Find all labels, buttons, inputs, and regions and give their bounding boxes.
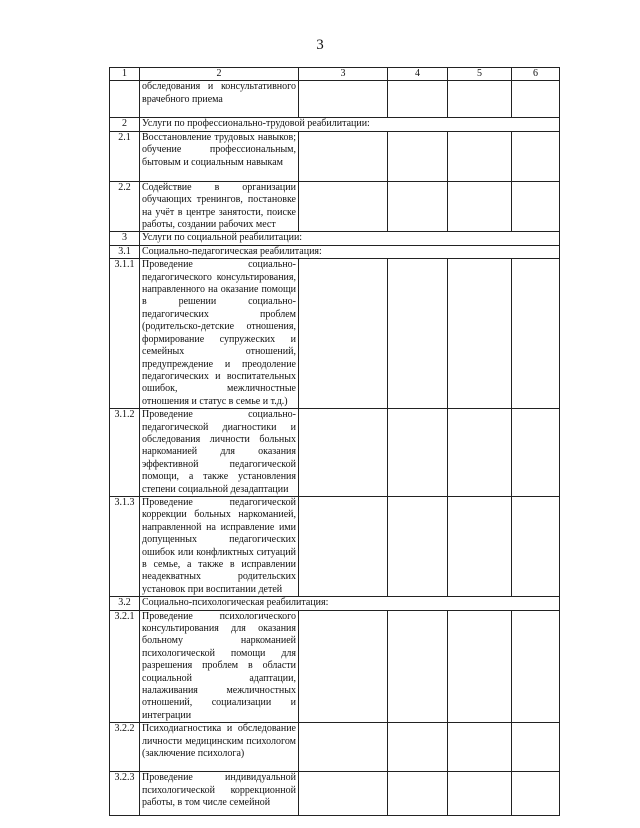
empty-cell <box>448 81 512 118</box>
empty-cell <box>388 181 448 232</box>
empty-cell <box>512 81 560 118</box>
page-number: 3 <box>316 37 324 53</box>
empty-cell <box>512 131 560 181</box>
table-row <box>110 131 560 181</box>
empty-cell <box>448 181 512 232</box>
service-description: Психодиагностика и обследование личности медицинским психологом (заключение психолога) <box>140 723 299 772</box>
empty-cell <box>512 496 560 596</box>
table-row <box>110 772 560 816</box>
row-number: 3.1.1 <box>110 259 140 409</box>
header-cell: 2 <box>140 68 299 81</box>
empty-cell <box>448 772 512 816</box>
section-row <box>110 232 560 245</box>
empty-cell <box>512 181 560 232</box>
row-number: 3.1.3 <box>110 496 140 596</box>
empty-cell <box>299 610 388 723</box>
table-row <box>110 409 560 497</box>
empty-cell <box>388 409 448 497</box>
empty-cell <box>388 259 448 409</box>
header-cell: 6 <box>512 68 560 81</box>
table-row <box>110 181 560 232</box>
section-row <box>110 245 560 258</box>
service-description: Проведение социально-педагогической диагностики и обследования личности больных наркоманией для оказания эффективной педагогической помощи, а также установления степени социальной дезадаптации <box>140 409 299 497</box>
section-title: Услуги по профессионально-трудовой реабилитации: <box>140 118 560 131</box>
section-title: Социально-психологическая реабилитация: <box>140 597 560 610</box>
table-row <box>110 610 560 723</box>
empty-cell <box>299 772 388 816</box>
empty-cell <box>388 723 448 772</box>
empty-cell <box>388 81 448 118</box>
empty-cell <box>448 610 512 723</box>
table-row <box>110 259 560 409</box>
row-number: 2.1 <box>110 131 140 181</box>
row-number: 3.2.2 <box>110 723 140 772</box>
section-title: Услуги по социальной реабилитации: <box>140 232 560 245</box>
service-description: Проведение индивидуальной психологической коррекционной работы, в том числе семейной <box>140 772 299 816</box>
service-description: Проведение педагогической коррекции больных наркоманией, направленной на исправление ими допущенных педагогических ошибок или конфликтных ситуаций в семье, а также в исправлении неадекватных родительских установок при воспитании детей <box>140 496 299 596</box>
empty-cell <box>448 131 512 181</box>
table-row <box>110 496 560 596</box>
header-cell: 1 <box>110 68 140 81</box>
row-number: 3.2.1 <box>110 610 140 723</box>
empty-cell <box>388 131 448 181</box>
section-row <box>110 118 560 131</box>
empty-cell <box>299 131 388 181</box>
row-number: 2 <box>110 118 140 131</box>
empty-cell <box>299 723 388 772</box>
service-description: Содействие в организации обучающих тренингов, постановке на учёт в центре занятости, поиске работы, создании рабочих мест <box>140 181 299 232</box>
empty-cell <box>448 723 512 772</box>
row-number: 3 <box>110 232 140 245</box>
header-cell: 4 <box>388 68 448 81</box>
empty-cell <box>299 496 388 596</box>
header-cell: 3 <box>299 68 388 81</box>
empty-cell <box>512 772 560 816</box>
empty-cell <box>299 81 388 118</box>
header-cell: 5 <box>448 68 512 81</box>
row-number: 3.1 <box>110 245 140 258</box>
empty-cell <box>448 496 512 596</box>
empty-cell <box>388 610 448 723</box>
empty-cell <box>299 409 388 497</box>
service-description: Проведение психологического консультирования для оказания больному наркоманией психологической помощи для разрешения проблем в области социальной адаптации, налаживания межличностных отношений, социализации и интеграции <box>140 610 299 723</box>
empty-cell <box>299 259 388 409</box>
empty-cell <box>448 409 512 497</box>
header-row <box>110 68 560 81</box>
table-row <box>110 723 560 772</box>
service-description: Проведение социально-педагогического консультирования, направленного на оказание помощи в решении социально-педагогических проблем (родительско-детские отношения, формирование супружеских и семейных отношений, предупреждение и преодоление педагогических и воспитательных ошибок, межличностные отношения и статус в семье и т.д.) <box>140 259 299 409</box>
empty-cell <box>299 181 388 232</box>
row-number: 2.2 <box>110 181 140 232</box>
empty-cell <box>512 409 560 497</box>
empty-cell <box>512 259 560 409</box>
empty-cell <box>388 496 448 596</box>
service-description: Восстановление трудовых навыков; обучение профессиональным, бытовым и социальным навыкам <box>140 131 299 181</box>
row-number: 3.2.3 <box>110 772 140 816</box>
empty-cell <box>448 259 512 409</box>
table-row <box>110 81 560 118</box>
empty-cell <box>512 723 560 772</box>
row-number <box>110 81 140 118</box>
services-table <box>109 67 560 816</box>
row-number: 3.1.2 <box>110 409 140 497</box>
row-number: 3.2 <box>110 597 140 610</box>
empty-cell <box>388 772 448 816</box>
table-body <box>110 68 560 816</box>
section-row <box>110 597 560 610</box>
section-title: Социально-педагогическая реабилитация: <box>140 245 560 258</box>
empty-cell <box>512 610 560 723</box>
service-description: обследования и консультативного врачебного приема <box>140 81 299 118</box>
